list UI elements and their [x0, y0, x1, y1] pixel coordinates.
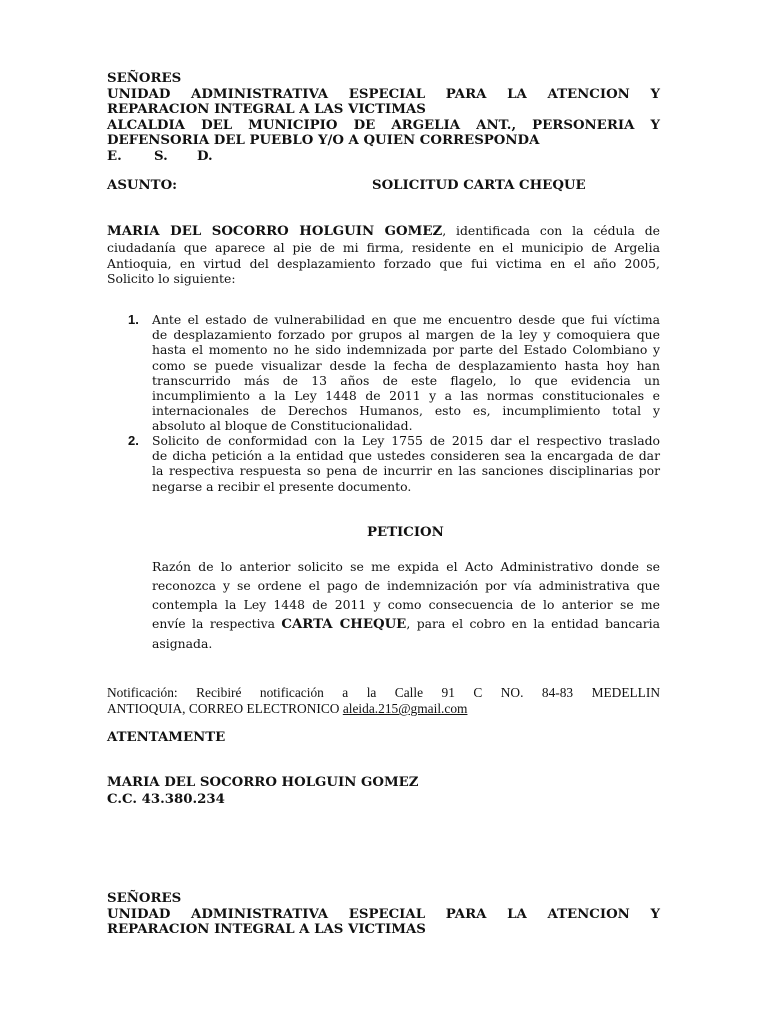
addressee-salutation: SEÑORES — [107, 71, 182, 86]
list-item-line: la respectiva respuesta so pena de incurrir en las sanciones disciplinarias por — [152, 463, 660, 479]
addressee-line: REPARACION INTEGRAL A LAS VICTIMAS — [107, 102, 426, 117]
intro-paragraph — [107, 223, 660, 287]
notification-line: Notificación: Recibiré notificación a la Calle 91 C NO. 84-83 MEDELLIN — [107, 685, 660, 700]
petition-line — [152, 614, 660, 634]
petition-line: Razón de lo anterior solicito se me expida el Acto Administrativo donde se — [152, 559, 660, 574]
signer-id: C.C. 43.380.234 — [107, 792, 225, 807]
list-item-line: Ante el estado de vulnerabilidad en que me encuentro desde que fui víctima — [152, 312, 660, 327]
email-link[interactable]: aleida.215@gmail.com — [342, 701, 468, 716]
petition-paragraph — [152, 557, 660, 653]
list-item-2 — [152, 433, 660, 494]
addressee-line: UNIDAD ADMINISTRATIVA ESPECIAL PARA LA ATENCION Y — [107, 906, 660, 922]
list-item-line: de dicha petición a la entidad que ustedes consideren sea la encargada de dar — [152, 448, 660, 464]
petition-title: PETICION — [367, 525, 444, 540]
subject-value: SOLICITUD CARTA CHEQUE — [372, 178, 586, 193]
intro-line: ciudadanía que aparece al pie de mi firma, residente en el municipio de Argelia — [107, 239, 660, 255]
esd-s: S. — [154, 149, 168, 164]
list-item-1 — [152, 312, 660, 434]
intro-line: Solicito lo siguiente: — [107, 271, 236, 287]
petition-line-post: , para el cobro en la entidad bancaria — [406, 616, 660, 631]
addressee-block — [107, 71, 660, 149]
notification-paragraph — [107, 685, 660, 717]
list-item-line: negarse a recibir el presente documento. — [152, 478, 412, 494]
esd-d: D. — [197, 149, 213, 164]
intro-line — [107, 223, 660, 240]
closing-salutation: ATENTAMENTE — [107, 730, 226, 745]
addressee-line: ALCALDIA DEL MUNICIPIO DE ARGELIA ANT., PERSONERIA Y — [107, 117, 660, 133]
notification-line — [107, 701, 660, 717]
list-item-line: de desplazamiento forzado por grupos al margen de la ley y comoquiera que — [152, 327, 660, 343]
petition-line: contempla la Ley 1448 de 2011 y como consecuencia de lo anterior se me — [152, 597, 660, 612]
list-number-1: 1. — [128, 312, 139, 327]
subject-label: ASUNTO: — [107, 178, 178, 193]
list-item-line: absoluto al bloque de Constitucionalidad. — [152, 418, 413, 434]
requester-name: MARIA DEL SOCORRO HOLGUIN GOMEZ — [107, 224, 443, 239]
petition-line: asignada. — [152, 636, 213, 651]
addressee-line: DEFENSORIA DEL PUEBLO Y/O A QUIEN CORRESPONDA — [107, 133, 540, 148]
petition-line: reconozca y se ordene el pago de indemnización por vía administrativa que — [152, 578, 660, 593]
list-item-line: incumplimiento a la Ley 1448 de 2011 y a las normas constitucionales e — [152, 388, 660, 404]
carta-cheque-emphasis: CARTA CHEQUE — [281, 617, 407, 632]
intro-line-rest: , identificada con la cédula de — [442, 223, 660, 238]
petition-line-pre: envíe la respectiva — [152, 616, 282, 631]
addressee-salutation: SEÑORES — [107, 891, 182, 906]
signer-name: MARIA DEL SOCORRO HOLGUIN GOMEZ — [107, 775, 419, 790]
list-item-line: hasta el momento no he sido indemnizada por parte del Estado Colombiano y — [152, 342, 660, 358]
intro-line: Antioquia, en virtud del desplazamiento forzado que fui victima en el año 2005, — [107, 255, 660, 271]
addressee-line: UNIDAD ADMINISTRATIVA ESPECIAL PARA LA ATENCION Y — [107, 86, 660, 102]
list-item-line: como se puede visualizar desde la fecha de desplazamiento hasta hoy han — [152, 357, 660, 373]
notification-line-pre: ANTIOQUIA, CORREO ELECTRONICO — [107, 701, 343, 716]
list-item-line: Solicito de conformidad con la Ley 1755 de 2015 dar el respectivo traslado — [152, 433, 660, 448]
addressee-line: REPARACION INTEGRAL A LAS VICTIMAS — [107, 922, 426, 937]
list-item-line: transcurrido más de 13 años de este flagelo, lo que evidencia un — [152, 372, 660, 388]
esd-e: E. — [107, 149, 122, 164]
addressee-block-repeat — [107, 891, 660, 938]
list-number-2: 2. — [128, 433, 139, 448]
list-item-line: internacionales de Derechos Humanos, esto es, incumplimiento total y — [152, 403, 660, 419]
